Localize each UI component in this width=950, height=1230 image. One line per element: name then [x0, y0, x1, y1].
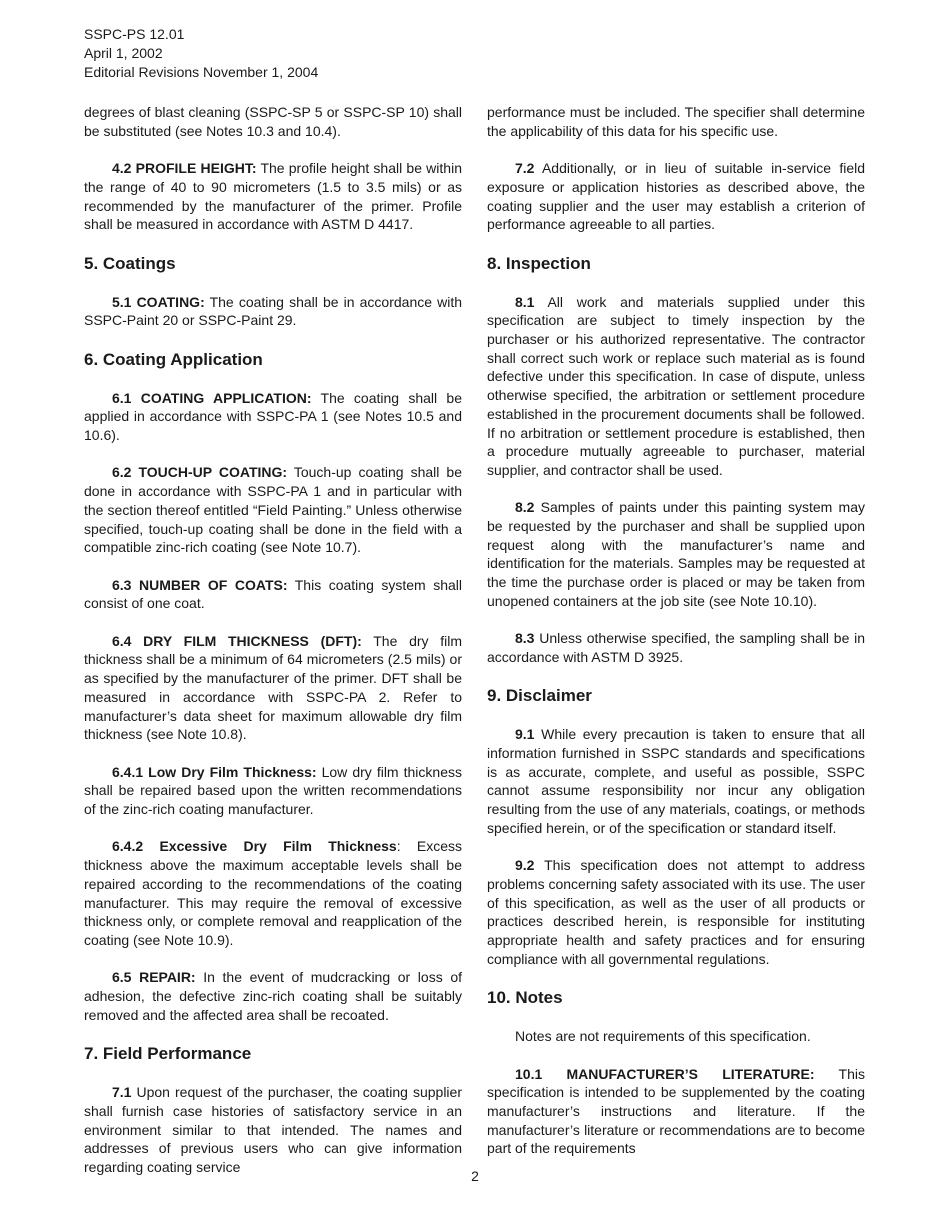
clause-label: 6.4 DRY FILM THICKNESS (DFT): — [112, 632, 362, 649]
section-heading-6: 6. Coating Application — [84, 349, 263, 369]
clause-label: 4.2 PROFILE HEIGHT: — [112, 160, 257, 177]
section-heading-9: 9. Disclaimer — [487, 686, 592, 706]
paragraph-10-1 — [487, 1065, 865, 1159]
paragraph-6-3 — [84, 576, 462, 613]
paragraph-8-1 — [487, 293, 865, 480]
section-heading-10: 10. Notes — [487, 988, 563, 1008]
paragraph-7-2 — [487, 159, 865, 234]
clause-label: 8.1 — [515, 293, 535, 310]
clause-text: The coating shall be applied in accordance with SSPC-PA 1 (see Notes 10.5 and 10.6). — [84, 389, 462, 444]
section-heading-5: 5. Coatings — [84, 253, 176, 273]
clause-label: 6.2 TOUCH-UP COATING: — [112, 464, 288, 481]
left-column — [84, 103, 462, 1195]
clause-label: 8.2 — [515, 499, 535, 516]
doc-revision: Editorial Revisions November 1, 2004 — [84, 64, 319, 80]
clause-text: In the event of mudcracking or loss of adhesion, the defective zinc-rich coating shall be suitably removed and the affected area shall be recoated. — [84, 969, 462, 1023]
clause-label: 7.1 — [112, 1084, 132, 1101]
clause-text: While every precaution is taken to ensure that all information furnished in SSPC standards and specifications is as accurate, complete, and useful as possible, SSPC cannot assume responsibility nor incur any obligation resulting from the use of any materials, coatings, or methods specified herein, or of the specification or standard itself. — [487, 726, 865, 836]
paragraph-6-5 — [84, 968, 462, 1024]
clause-label: 9.1 — [515, 726, 535, 743]
paragraph-6-4-1 — [84, 763, 462, 819]
paragraph-6-1 — [84, 389, 462, 445]
clause-label: 9.2 — [515, 857, 535, 874]
clause-text: This specification does not attempt to address problems concerning safety associated with its use. The user of this specification, as well as the user of all products or practices described herein, is responsible for instituting appropriate health and safety practices and for ensuring compliance with all governmental regulations. — [487, 857, 865, 967]
clause-label: 6.4.2 Excessive Dry Film Thickness — [112, 838, 397, 855]
doc-id: SSPC-PS 12.01 — [84, 26, 185, 42]
paragraph-7-1 — [84, 1083, 462, 1177]
page-header — [84, 25, 318, 82]
clause-text: The profile height shall be within the range of 40 to 90 micrometers (1.5 to 3.5 mils) or as recommended by the manufacturer of the primer. Profile shall be measured in accordance with ASTM D 4417. — [84, 160, 462, 233]
clause-text: : Excess thickness above the maximum acceptable levels shall be repaired according to the recommendations of the coating manufacturer. This may require the removal of excessive thickness only, or complete removal and reapplication of the coating (see Note 10.9). — [84, 838, 463, 948]
paragraph-9-1 — [487, 725, 865, 837]
clause-text: Low dry film thickness shall be repaired based upon the written recommendations of the zinc-rich coating manufacturer. — [84, 763, 462, 818]
paragraph-6-4-2 — [84, 837, 462, 949]
paragraph-8-2 — [487, 498, 865, 610]
paragraph-notes-intro: Notes are not requirements of this specification. — [515, 1028, 811, 1045]
clause-text: This coating system shall consist of one coat. — [84, 576, 463, 612]
paragraph-continued: degrees of blast cleaning (SSPC-SP 5 or SSPC-SP 10) shall be substituted (see Notes 10.3 and 10.4). — [84, 104, 462, 139]
clause-label: 6.5 REPAIR: — [112, 969, 196, 986]
page-number: 2 — [471, 1168, 479, 1184]
clause-text: Upon request of the purchaser, the coating supplier shall furnish case histories of satisfactory service in an environment similar to that intended. The names and addresses of previous users who can give information regarding coating service — [84, 1084, 462, 1175]
clause-text: The coating shall be in accordance with SSPC-Paint 20 or SSPC-Paint 29. — [84, 293, 463, 329]
paragraph-5-1 — [84, 293, 462, 330]
clause-text: This specification is intended to be supplemented by the coating manufacturer’s instructions and literature. If the manufacturer’s literature or recommendations are to become part of the requirements — [487, 1065, 865, 1157]
clause-label: 6.3 NUMBER OF COATS: — [112, 576, 288, 593]
clause-text: Samples of paints under this painting system may be requested by the purchaser and shall be supplied upon request along with the manufacturer’s name and identification for the materials. Samples may be requested at the time the purchase order is placed or may be taken from unopened containers at the job site (see Note 10.10). — [487, 499, 865, 609]
right-column — [487, 103, 865, 1177]
paragraph-continued: performance must be included. The specifier shall determine the applicability of this data for his specific use. — [487, 104, 865, 139]
doc-date: April 1, 2002 — [84, 45, 163, 61]
clause-label: 6.1 COATING APPLICATION: — [112, 389, 312, 406]
clause-text: Touch-up coating shall be done in accordance with SSPC-PA 1 and in particular with the section thereof entitled “Field Painting.” Unless otherwise specified, touch-up coating shall be done in the field with a compatible zinc-rich coating (see Note 10.7). — [84, 464, 462, 556]
clause-text: Unless otherwise specified, the sampling shall be in accordance with ASTM D 3925. — [487, 630, 865, 665]
section-heading-7: 7. Field Performance — [84, 1044, 252, 1064]
paragraph-4-2 — [84, 159, 462, 234]
paragraph-8-3 — [487, 629, 865, 666]
paragraph-6-2 — [84, 463, 462, 557]
clause-label: 10.1 MANUFACTURER’S LITERATURE: — [515, 1065, 815, 1082]
section-heading-8: 8. Inspection — [487, 253, 591, 273]
paragraph-6-4 — [84, 632, 462, 744]
clause-label: 6.4.1 Low Dry Film Thickness: — [112, 763, 317, 780]
clause-text: All work and materials supplied under this specification are subject to timely inspection by the purchaser or his authorized representative. The contractor shall correct such work or replace such material as is found defective under this specification. In case of dispute, unless otherwise specified, the arbitration or settlement procedure established in the procurement documents shall be followed. If no arbitration or settlement procedure is established, then a procedure mutually agreeable to purchaser, material supplier, and contractor shall be used. — [487, 293, 865, 478]
clause-text: The dry film thickness shall be a minimum of 64 micrometers (2.5 mils) or as specified by the manufacturer of the primer. DFT shall be measured in accordance with SSPC-PA 2. Refer to manufacturer’s data sheet for maximum allowable dry film thickness (see Note 10.8). — [84, 632, 463, 743]
clause-label: 5.1 COATING: — [112, 293, 205, 310]
clause-text: Additionally, or in lieu of suitable in-service field exposure or application histories as described above, the coating supplier and the user may establish a criterion of performance agreeable to all parties. — [487, 160, 865, 233]
clause-label: 8.3 — [515, 630, 535, 647]
paragraph-9-2 — [487, 856, 865, 968]
clause-label: 7.2 — [515, 160, 535, 177]
